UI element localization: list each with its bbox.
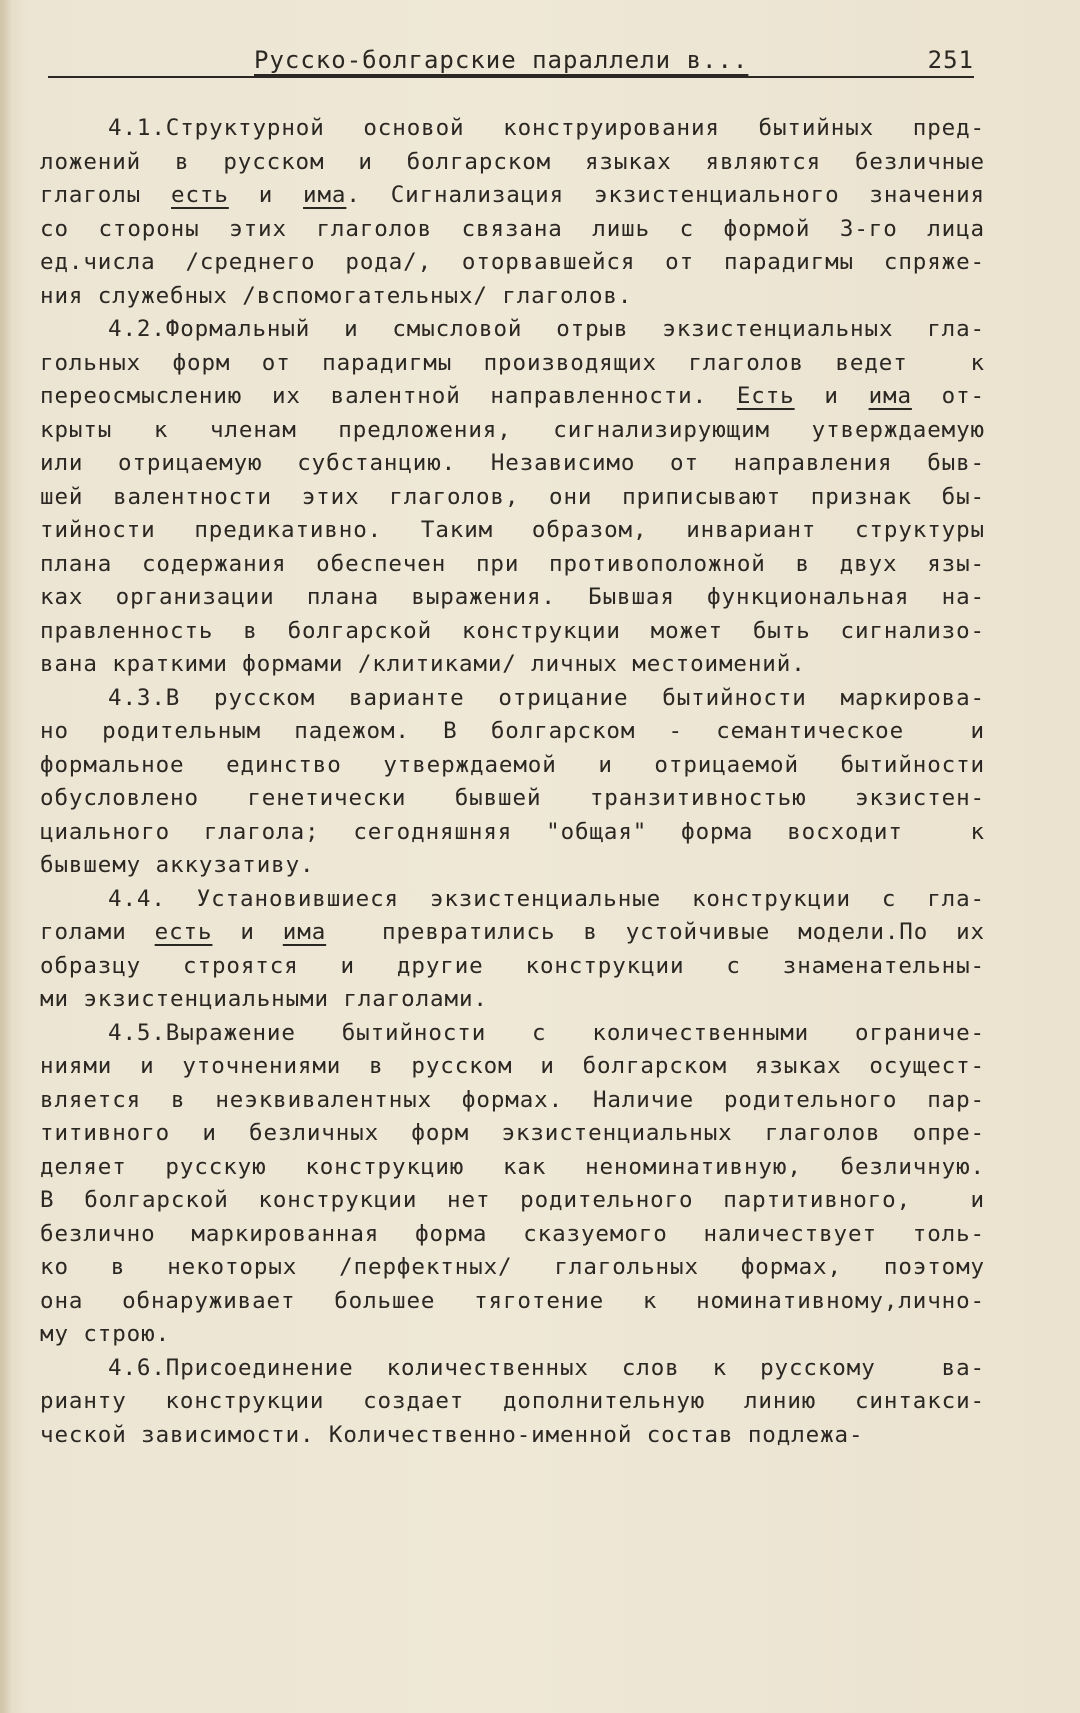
text-segment: циального глагола; сегодняшняя "общая" форма восходит к [40, 818, 985, 845]
text-line [40, 1050, 985, 1084]
text-segment: 4.3.В русском варианте отрицание бытийности маркирова- [108, 684, 985, 711]
text-line [40, 112, 985, 146]
text-line [40, 481, 985, 515]
text-segment: вляется в неэквивалентных формах. Наличие родительного пар- [40, 1086, 985, 1113]
text-segment: ми экзистенциальными глаголами. [40, 986, 488, 1012]
text-line [40, 1151, 985, 1185]
running-title: Русско-болгарские параллели в... [254, 46, 749, 74]
text-segment: 4.1.Структурной основой конструирования бытийных пред- [108, 115, 985, 141]
text-segment: ед.числа /среднего рода/, оторвавшейся от парадигмы спряже- [40, 249, 985, 275]
text-line [40, 1352, 985, 1386]
text-segment: но родительным падежом. В болгарском - семантическое и [40, 718, 985, 744]
text-segment: бывшему аккузативу. [40, 852, 315, 878]
underlined-word: има [282, 919, 327, 945]
text-line [40, 1218, 985, 1252]
text-segment: 4.5.Выражение бытийности с количественными ограниче- [108, 1019, 985, 1046]
text-segment: глаголы [40, 182, 172, 208]
text-line [40, 648, 985, 682]
text-line [40, 950, 985, 984]
underlined-word: има [303, 182, 347, 208]
text-line [40, 1084, 985, 1118]
text-line [40, 514, 985, 548]
text-segment: вана краткими формами /клитиками/ личных местоимений. [40, 651, 806, 677]
text-segment: 4.6.Присоединение количественных слов к русскому ва- [108, 1354, 985, 1381]
text-segment: 4.2.Формальный и смысловой отрыв экзистенциальных гла- [108, 316, 985, 342]
text-line [40, 179, 985, 213]
text-segment: и [212, 919, 283, 945]
text-segment: она обнаруживает большее тяготение к номинативному,лично- [40, 1287, 985, 1314]
text-line [40, 1017, 985, 1051]
page-spine-shadow [0, 0, 12, 1713]
text-segment: шей валентности этих глаголов, они приписывают признак бы- [40, 483, 985, 510]
text-segment: со стороны этих глаголов связана лишь с формой 3-го лица [40, 215, 985, 242]
text-segment: ко в некоторых /перфектных/ глагольных формах, поэтому [40, 1254, 985, 1280]
text-line [40, 1385, 985, 1419]
text-line [40, 581, 985, 615]
text-segment: гольных форм от парадигмы производящих глаголов ведет к [40, 349, 985, 376]
text-segment: и [228, 182, 304, 208]
underlined-word: има [868, 383, 912, 409]
body-text [40, 112, 985, 1452]
text-segment: обусловлено генетически бывшей транзитивностью экзистен- [40, 785, 985, 811]
text-line [40, 715, 985, 749]
text-segment: В болгарской конструкции нет родительного партитивного, и [40, 1187, 985, 1213]
text-segment: . Сигнализация экзистенциального значения [346, 182, 985, 208]
text-line [40, 313, 985, 347]
text-segment: плана содержания обеспечен при противоположной в двух язы- [40, 550, 985, 577]
text-line [40, 280, 985, 314]
text-line [40, 983, 985, 1017]
text-line [40, 347, 985, 381]
text-line [40, 682, 985, 716]
underlined-word: есть [171, 182, 229, 208]
text-line [40, 615, 985, 649]
text-line [40, 1419, 985, 1453]
page-number: 251 [927, 46, 974, 74]
text-segment: голами [40, 919, 155, 945]
text-line [40, 1285, 985, 1319]
text-segment: 4.4. Установившиеся экзистенциальные конструкции с гла- [108, 885, 985, 912]
text-segment: тийности предикативно. Таким образом, инвариант структуры [40, 517, 985, 543]
text-segment: ческой зависимости. Количественно-именной состав подлежа- [40, 1421, 864, 1448]
text-line [40, 849, 985, 883]
text-segment: деляет русскую конструкцию как неноминативную, безличную. [40, 1153, 985, 1180]
text-line [40, 146, 985, 180]
text-segment: от- [911, 383, 985, 409]
text-segment: ниями и уточнениями в русском и болгарском языках осущест- [40, 1053, 985, 1079]
text-segment: рианту конструкции создает дополнительную линию синтакси- [40, 1388, 985, 1414]
text-segment: превратились в устойчивые модели.По их [326, 919, 986, 945]
text-segment: му строю. [40, 1321, 171, 1347]
text-line [40, 1184, 985, 1218]
running-header [48, 46, 974, 78]
text-line [40, 782, 985, 816]
text-segment: и [794, 383, 869, 409]
text-segment: формальное единство утверждаемой и отрицаемой бытийности [40, 751, 985, 778]
text-line [40, 213, 985, 247]
underlined-word: Есть [736, 383, 795, 409]
text-segment: крыты к членам предложения, сигнализирующим утверждаемую [40, 416, 985, 443]
text-segment: образцу строятся и другие конструкции с знаменательны- [40, 952, 985, 979]
text-segment: правленность в болгарской конструкции может быть сигнализо- [40, 617, 985, 644]
text-line [40, 447, 985, 481]
text-segment: переосмыслению их валентной направленности. [40, 383, 737, 409]
text-segment: титивного и безличных форм экзистенциальных глаголов опре- [40, 1120, 985, 1146]
text-line [40, 916, 985, 950]
text-line [40, 246, 985, 280]
text-line [40, 1251, 985, 1285]
text-line [40, 548, 985, 582]
text-line [40, 380, 985, 414]
text-segment: ложений в русском и болгарском языках являются безличные [40, 148, 985, 175]
text-segment: безлично маркированная форма сказуемого наличествует толь- [40, 1220, 985, 1247]
text-segment: ках организации плана выражения. Бывшая функциональная на- [40, 584, 985, 610]
text-segment: ния служебных /вспомогательных/ глаголов. [40, 282, 633, 309]
text-line [40, 816, 985, 850]
text-line [40, 749, 985, 783]
text-line [40, 1318, 985, 1352]
underlined-word: есть [154, 919, 213, 945]
text-line [40, 414, 985, 448]
text-line [40, 883, 985, 917]
text-line [40, 1117, 985, 1151]
text-segment: или отрицаемую субстанцию. Независимо от направления быв- [40, 450, 985, 476]
